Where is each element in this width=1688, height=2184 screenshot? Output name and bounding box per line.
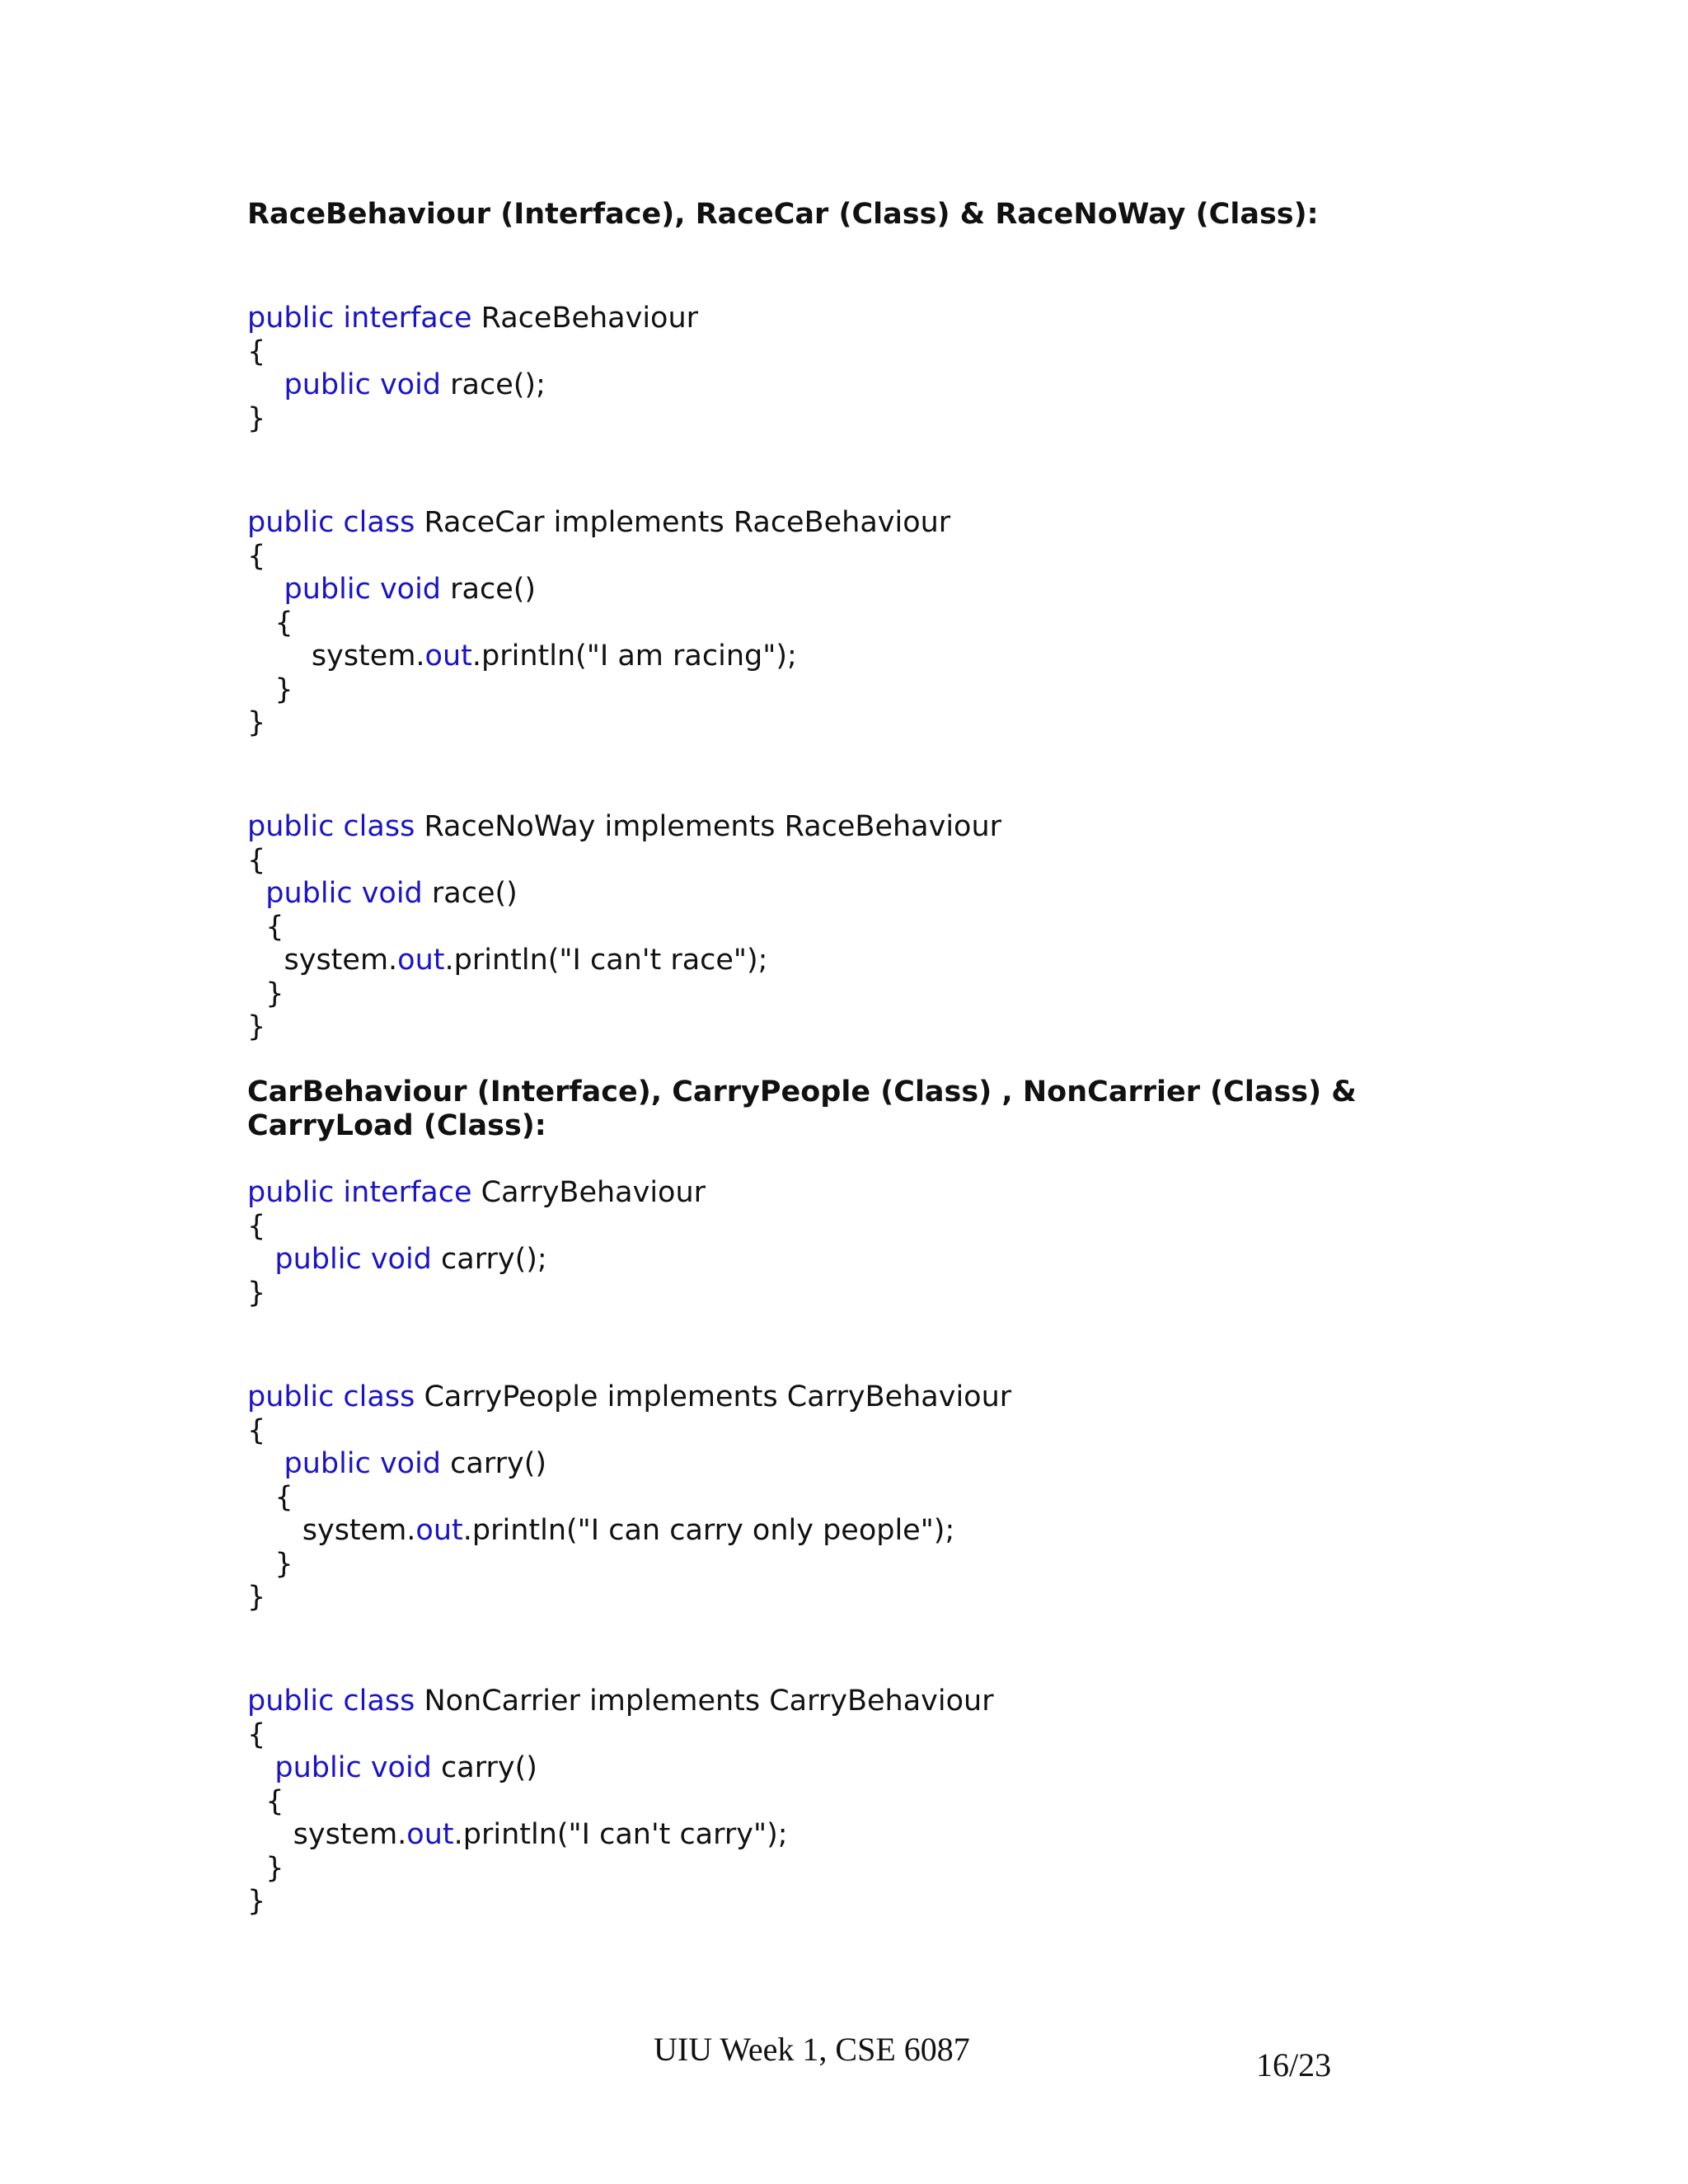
code-line	[247, 977, 1001, 1011]
code-text: {	[247, 843, 266, 877]
code-text: system.	[247, 640, 425, 673]
code-line	[247, 1581, 1011, 1615]
section-heading-carry	[247, 1076, 1357, 1143]
section-heading-carry-line-2: CarryLoad (Class):	[247, 1109, 546, 1142]
code-keyword: public class	[247, 1685, 415, 1718]
section-heading-race: RaceBehaviour (Interface), RaceCar (Class) & RaceNoWay (Class):	[247, 198, 1319, 231]
code-text	[247, 1751, 274, 1784]
code-line	[247, 810, 1001, 844]
code-text: {	[247, 1718, 266, 1751]
code-keyword: public void	[274, 1243, 432, 1276]
code-text: }	[247, 1010, 266, 1043]
code-text: {	[247, 1784, 284, 1818]
code-text: {	[247, 1413, 266, 1447]
code-line	[247, 607, 950, 640]
code-block-race-behaviour-interface	[247, 302, 698, 435]
code-keyword: public class	[247, 506, 415, 539]
footer-page-number: 16/23	[1256, 2046, 1332, 2083]
code-line	[247, 706, 950, 740]
code-line	[247, 1210, 706, 1244]
code-line	[247, 1514, 1011, 1548]
code-keyword: out	[424, 640, 472, 673]
code-text: {	[247, 1209, 266, 1243]
code-text	[247, 368, 284, 401]
code-text: .println("I can't carry");	[453, 1818, 788, 1851]
code-text: }	[247, 1581, 266, 1614]
code-line	[247, 1176, 706, 1210]
code-line	[247, 1414, 1011, 1448]
code-line	[247, 302, 698, 335]
code-text: RaceNoWay implements RaceBehaviour	[415, 810, 1002, 843]
code-text: }	[247, 1547, 293, 1581]
code-line	[247, 944, 1001, 977]
code-text: race()	[422, 877, 518, 910]
code-text: CarryBehaviour	[471, 1176, 706, 1209]
code-keyword: public void	[284, 368, 442, 401]
code-text	[247, 573, 284, 606]
code-text: .println("I am racing");	[471, 640, 797, 673]
code-line	[247, 1548, 1011, 1582]
code-line	[247, 844, 1001, 878]
code-text: {	[247, 539, 266, 573]
code-text: {	[247, 910, 284, 944]
code-line	[247, 402, 698, 436]
code-text: {	[247, 335, 266, 368]
code-text: NonCarrier implements CarryBehaviour	[415, 1685, 994, 1718]
code-keyword: public interface	[247, 302, 472, 335]
code-keyword: public void	[274, 1751, 432, 1784]
code-text: }	[247, 673, 293, 706]
code-block-carry-behaviour-interface	[247, 1176, 706, 1310]
code-block-race-car-class	[247, 506, 950, 740]
footer-course-label: UIU Week 1, CSE 6087	[654, 2031, 970, 2068]
code-line	[247, 640, 950, 673]
code-line	[247, 368, 698, 402]
code-block-carry-people-class	[247, 1380, 1011, 1615]
code-text: carry();	[431, 1243, 547, 1276]
code-keyword: public void	[284, 1447, 442, 1480]
code-text: RaceCar implements RaceBehaviour	[415, 506, 951, 539]
code-line	[247, 1818, 994, 1852]
code-text: }	[247, 706, 266, 739]
code-text: system.	[247, 944, 398, 977]
code-keyword: public class	[247, 1380, 415, 1413]
code-line	[247, 335, 698, 369]
code-line	[247, 540, 950, 574]
code-keyword: out	[397, 944, 445, 977]
code-keyword: public void	[284, 573, 442, 606]
code-line	[247, 573, 950, 607]
code-keyword: out	[415, 1514, 463, 1547]
code-line	[247, 911, 1001, 944]
code-text: }	[247, 1851, 284, 1885]
code-line	[247, 1481, 1011, 1515]
code-text: carry()	[441, 1447, 547, 1480]
code-line	[247, 1785, 994, 1819]
code-text: {	[247, 606, 293, 640]
code-text: race();	[441, 368, 546, 401]
code-keyword: out	[406, 1818, 454, 1851]
code-keyword: public class	[247, 810, 415, 843]
code-text: system.	[247, 1818, 407, 1851]
code-keyword: public void	[265, 877, 423, 910]
code-text: }	[247, 1276, 266, 1310]
code-text: system.	[247, 1514, 416, 1547]
code-text: }	[247, 977, 284, 1010]
code-line	[247, 877, 1001, 911]
code-line	[247, 1685, 994, 1718]
section-heading-carry-line-1: CarBehaviour (Interface), CarryPeople (Class) , NonCarrier (Class) &	[247, 1076, 1357, 1108]
code-line	[247, 1718, 994, 1752]
code-line	[247, 1243, 706, 1277]
code-line	[247, 1447, 1011, 1481]
code-text	[247, 1447, 284, 1480]
code-line	[247, 1380, 1011, 1414]
code-text: }	[247, 1885, 266, 1918]
code-block-non-carrier-class	[247, 1685, 994, 1919]
code-line	[247, 1277, 706, 1310]
code-line	[247, 1010, 1001, 1044]
code-text	[247, 1243, 274, 1276]
code-text: carry()	[431, 1751, 537, 1784]
code-text: race()	[441, 573, 537, 606]
code-keyword: public interface	[247, 1176, 472, 1209]
code-text: .println("I can carry only people");	[462, 1514, 955, 1547]
code-text	[247, 877, 265, 910]
code-text: CarryPeople implements CarryBehaviour	[415, 1380, 1012, 1413]
code-line	[247, 673, 950, 707]
code-block-race-no-way-class	[247, 810, 1001, 1044]
code-text: RaceBehaviour	[471, 302, 699, 335]
code-text: .println("I can't race");	[444, 944, 768, 977]
code-line	[247, 1751, 994, 1785]
code-text: }	[247, 401, 266, 435]
code-line	[247, 1852, 994, 1886]
code-line	[247, 506, 950, 540]
code-line	[247, 1885, 994, 1919]
code-text: {	[247, 1480, 293, 1514]
